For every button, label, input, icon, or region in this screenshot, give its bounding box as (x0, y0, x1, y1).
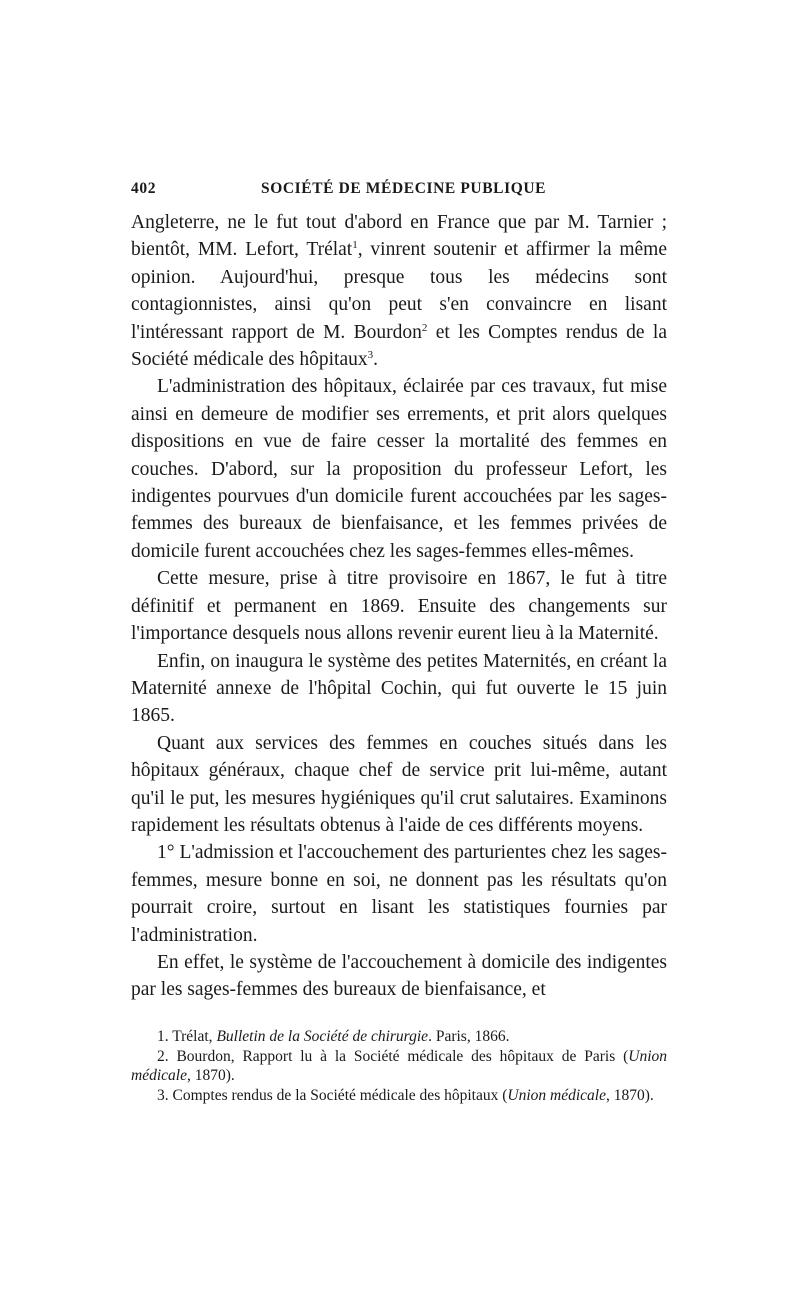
paragraph-1: Angleterre, ne le fut tout d'abord en France que par M. Tarnier ; bientôt, MM. Lefort, Trélat$^1$, vinrent soutenir et affirmer la même opinion. Aujourd'hui, presque tous les médecins sont contagionnistes, ainsi qu'on peut s'en convaincre en lisant l'intéressant rapport de M. Bourdon$^2$ et les Comptes rendus de la Société médicale des hôpitaux$^3$. (131, 212, 667, 371)
paragraph-7: En effet, le système de l'accouchement à domicile des indigentes par les sages-femmes des bureaux de bienfaisance, et (131, 951, 667, 1001)
footnotes (131, 1027, 667, 1105)
paragraph-4: Enfin, on inaugura le système des petites Maternités, en créant la Maternité annexe de l'hôpital Cochin, qui fut ouverte le 15 juin 1865. (131, 650, 667, 727)
page-number: 402 (131, 180, 157, 197)
running-head: SOCIÉTÉ DE MÉDECINE PUBLIQUE (261, 180, 547, 197)
footnote-ref-3: 3 (367, 349, 374, 362)
paragraph-5: Quant aux services des femmes en couches situés dans les hôpitaux généraux, chaque chef de service prit lui-même, autant qu'il le put, les mesures hygiéniques qu'il crut salutaires. Examinons rapidement les résultats obtenus à l'aide de ces différents moyens. (131, 732, 667, 836)
footnote-1: 1. Trélat, Bulletin de la Société de chirurgie. Paris, 1866. (157, 1028, 510, 1045)
footnote-3: 3. Comptes rendus de la Société médicale des hôpitaux (Union médicale, 1870). (157, 1086, 654, 1104)
footnote-2: 2. Bourdon, Rapport lu à la Société médicale des hôpitaux de Paris (Union médicale, 1870). (131, 1047, 667, 1085)
body-text (131, 209, 667, 1004)
footnote-ref-1: 1 (352, 239, 358, 252)
paragraph-2: L'administration des hôpitaux, éclairée par ces travaux, fut mise ainsi en demeure de modifier ses errements, et prit alors quelques dispositions en vue de faire cesser la mortalité des femmes en couches. D'abord, sur la proposition du professeur Lefort, les indigentes pourvues d'un domicile furent accouchées par les sages-femmes des bureaux de bienfaisance, et les femmes privées de domicile furent accouchées chez les sages-femmes elles-mêmes. (131, 376, 667, 562)
footnote-ref-2: 2 (421, 321, 428, 334)
paragraph-3: Cette mesure, prise à titre provisoire en 1867, le fut à titre définitif et permanent en 1869. Ensuite des changements sur l'importance desquels nous allons revenir eurent lieu à la Maternité. (131, 568, 667, 645)
paragraph-6: 1° L'admission et l'accouchement des parturientes chez les sages-femmes, mesure bonne en soi, ne donnent pas les résultats qu'on pourrait croire, surtout en lisant les statistiques fournies par l'administration. (131, 842, 667, 946)
